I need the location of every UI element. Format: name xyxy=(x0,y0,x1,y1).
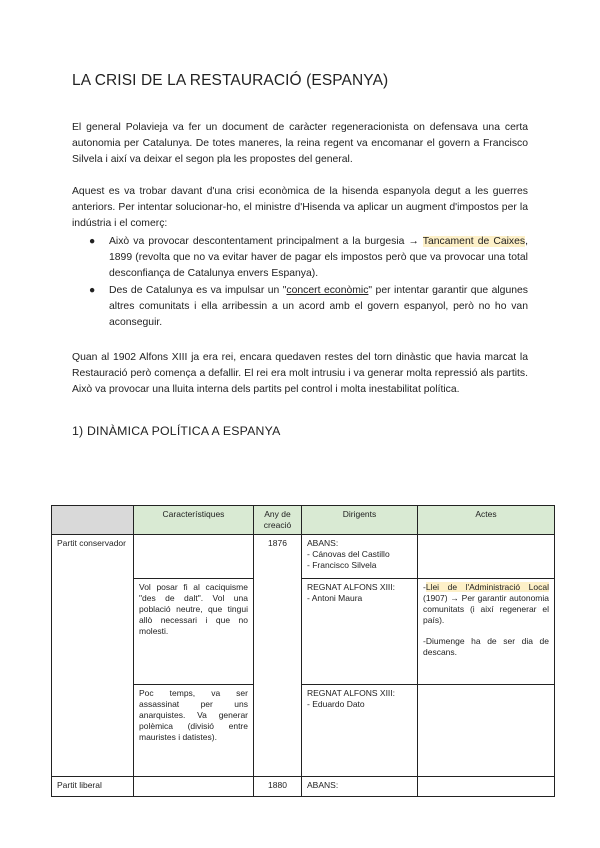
cell-dirigents: ABANS: xyxy=(302,777,418,797)
cell-empty xyxy=(418,535,555,579)
table-row xyxy=(52,535,555,579)
cell-empty xyxy=(134,535,254,579)
paragraph-polavieja: El general Polavieja va fer un document de caràcter regeneracionista on defensava una certa autonomia per Catalunya. De totes maneres, la reina regent va encomanar el govern a Francisco Silvela i així va deixar el segon pla les propostes del general. xyxy=(72,122,528,166)
party-conservador: Partit conservador xyxy=(52,535,134,777)
politics-table xyxy=(51,505,555,797)
bullet-icon: ● xyxy=(89,236,96,247)
cell-dirigents: REGNAT ALFONS XIII: - Eduardo Dato xyxy=(302,685,418,777)
list-item: ● Des de Catalunya es va impulsar un "concert econòmic" per intentar garantir que algunes altres comunitats i ella arribessin a un acord amb el govern espanyol, però no ho van aconseguir. xyxy=(89,284,528,329)
year-conservador: 1876 xyxy=(254,535,302,777)
header-actes: Actes xyxy=(418,506,555,535)
party-liberal: Partit liberal xyxy=(52,777,134,797)
paragraph-crisi-hisenda: Aquest es va trobar davant d'una crisi econòmica de la hisenda espanyola degut a les guerres anteriors. Per intentar solucionar-ho, el ministre d'Hisenda va aplicar un augment d'impostos per la indústria i el comerç: xyxy=(72,186,528,230)
page-title: LA CRISI DE LA RESTAURACIÓ (ESPANYA) xyxy=(72,72,389,89)
year-liberal: 1880 xyxy=(254,777,302,797)
paragraph-alfons-xiii: Quan al 1902 Alfons XIII ja era rei, encara quedaven restes del torn dinàstic que havia marcat la Restauració però comença a defallir. El rei era molt intrusiu i va generar molta repressió als partits. Això va provocar una lluita interna dels partits pel control i molta inestabilitat política. xyxy=(72,352,528,396)
table-row xyxy=(52,777,555,797)
header-blank-cell xyxy=(52,506,134,535)
cell-empty xyxy=(418,777,555,797)
header-caracteristiques: Característiques xyxy=(134,506,254,535)
highlight-tancament-caixes: Tancament de Caixes xyxy=(422,236,526,247)
cell-dirigents: ABANS: - Cánovas del Castillo - Francisco Silvela xyxy=(302,535,418,579)
bullet-icon: ● xyxy=(89,284,96,296)
cell-caracteristiques: Poc temps, va ser assassinat per uns anarquistes. Va generar polèmica (divisió entre mauristes i datistes). xyxy=(134,685,254,777)
underlined-concert-economic: concert econòmic xyxy=(286,284,369,296)
table-header-row xyxy=(52,506,555,535)
list-item: ● Això va provocar descontentament principalment a la burgesia → Tancament de Caixes, 1899 (revolta que no va evitar haver de pagar els impostos però que va provocar una total desconfiança de Catalunya envers Espanya). xyxy=(89,236,528,280)
cell-actes: -Llei de l'Administració Local (1907) → Per garantir autonomia comunitats (i així regenerar el país). -Diumenge ha de ser dia de descans. xyxy=(418,579,555,685)
cell-dirigents: REGNAT ALFONS XIII: - Antoni Maura xyxy=(302,579,418,685)
bullet-list xyxy=(72,234,528,331)
cell-caracteristiques: Vol posar fi al caciquisme "des de dalt". Vol una població neutre, que tingui allò necessari i que no molesti. xyxy=(134,579,254,685)
header-dirigents: Dirigents xyxy=(302,506,418,535)
section-heading: 1) DINÀMICA POLÍTICA A ESPANYA xyxy=(72,424,281,438)
header-any-creacio: Any de creació xyxy=(254,506,302,535)
cell-empty xyxy=(134,777,254,797)
cell-empty xyxy=(418,685,555,777)
highlight-llei-administracio: Llei de l'Administració Local xyxy=(425,582,549,592)
